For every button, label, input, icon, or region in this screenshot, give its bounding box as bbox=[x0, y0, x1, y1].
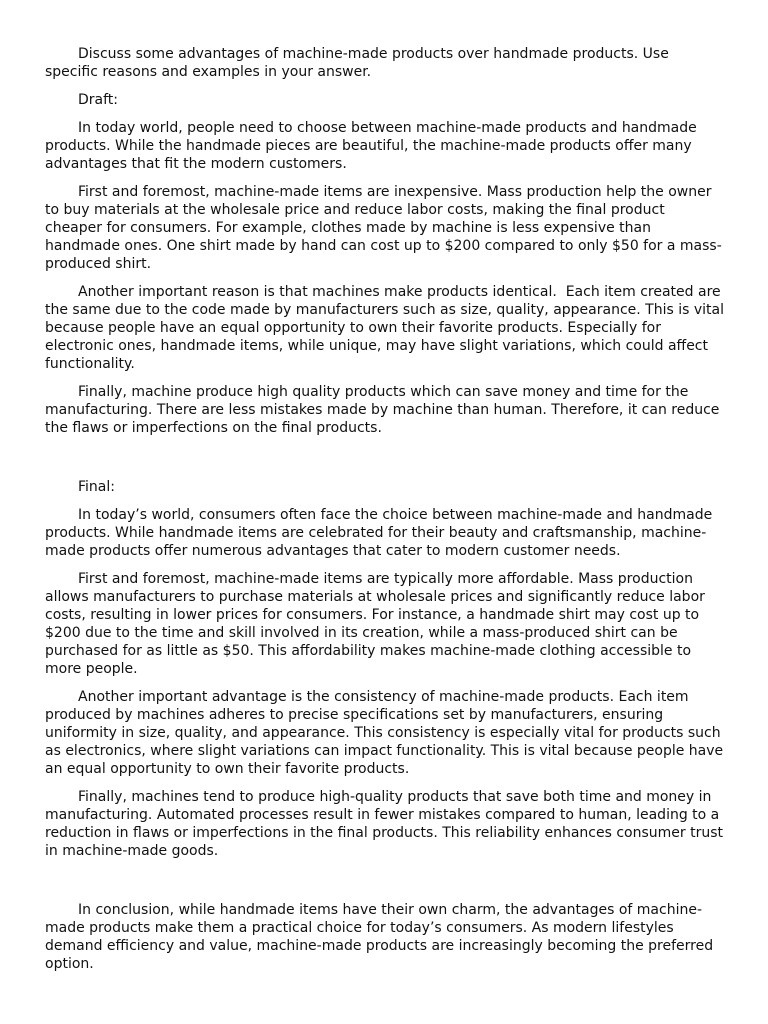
essay-prompt: Discuss some advantages of machine-made products over handmade products. Use specific reasons and examples in your answer. bbox=[45, 46, 674, 80]
final-paragraph-cost: First and foremost, machine-made items are typically more affordable. Mass production allows manufacturers to purchase materials at wholesale prices and significantly reduce labor costs, resulting in lower prices for consumers. For instance, a handmade shirt may cost up to $200 due to the time and skill involved in its creation, while a mass-produced shirt can be purchased for as little as $50. This affordability makes machine-made clothing accessible to more people. bbox=[45, 571, 710, 677]
section-spacer bbox=[45, 447, 725, 478]
final-paragraph-quality: Finally, machines tend to produce high-quality products that save both time and money in manufacturing. Automated processes result in fewer mistakes compared to human, leading to a reduction in flaws or imperfections in the final products. This reliability enhances consumer trust in machine-made goods. bbox=[45, 789, 728, 859]
final-paragraph-intro: In today’s world, consumers often face the choice between machine-made and handmade products. While handmade items are celebrated for their beauty and craftsmanship, machine-made products offer numerous advantages that cater to modern customer needs. bbox=[45, 507, 717, 559]
draft-paragraph-cost: First and foremost, machine-made items are inexpensive. Mass production help the owner to buy materials at the wholesale price and reduce labor costs, making the final product cheaper for consumers. For example, clothes made by machine is less expensive than handmade ones. One shirt made by hand can cost up to $200 compared to only $50 for a mass-produced shirt. bbox=[45, 184, 722, 272]
final-paragraph-conclusion: In conclusion, while handmade items have their own charm, the advantages of machine-made products make them a practical choice for today’s consumers. As modern lifestyles demand efficiency and value, machine-made products are increasingly becoming the preferred option. bbox=[45, 902, 718, 972]
draft-paragraph-consistency: Another important reason is that machines make products identical. Each item created are the same due to the code made by manufacturers such as size, quality, appearance. This is vital because people have an equal opportunity to own their favorite products. Especially for electronic ones, handmade items, while unique, may have slight variations, which could affect functionality. bbox=[45, 284, 729, 372]
final-heading: Final: bbox=[78, 479, 115, 495]
document-page bbox=[45, 45, 729, 983]
final-paragraph-consistency: Another important advantage is the consistency of machine-made products. Each item produced by machines adheres to precise specifications set by manufacturers, ensuring uniformity in size, quality, and appearance. This consistency is especially vital for products such as electronics, where slight variations can impact functionality. This is vital because people have an equal opportunity to own their favorite products. bbox=[45, 689, 728, 777]
conclusion-spacer bbox=[45, 870, 725, 901]
draft-paragraph-intro: In today world, people need to choose between machine-made products and handmade products. While the handmade pieces are beautiful, the machine-made products offer many advantages that fit the modern customers. bbox=[45, 120, 702, 172]
draft-heading: Draft: bbox=[78, 92, 119, 108]
draft-paragraph-quality: Finally, machine produce high quality products which can save money and time for the manufacturing. There are less mistakes made by machine than human. Therefore, it can reduce the flaws or imperfections on the final products. bbox=[45, 384, 724, 436]
